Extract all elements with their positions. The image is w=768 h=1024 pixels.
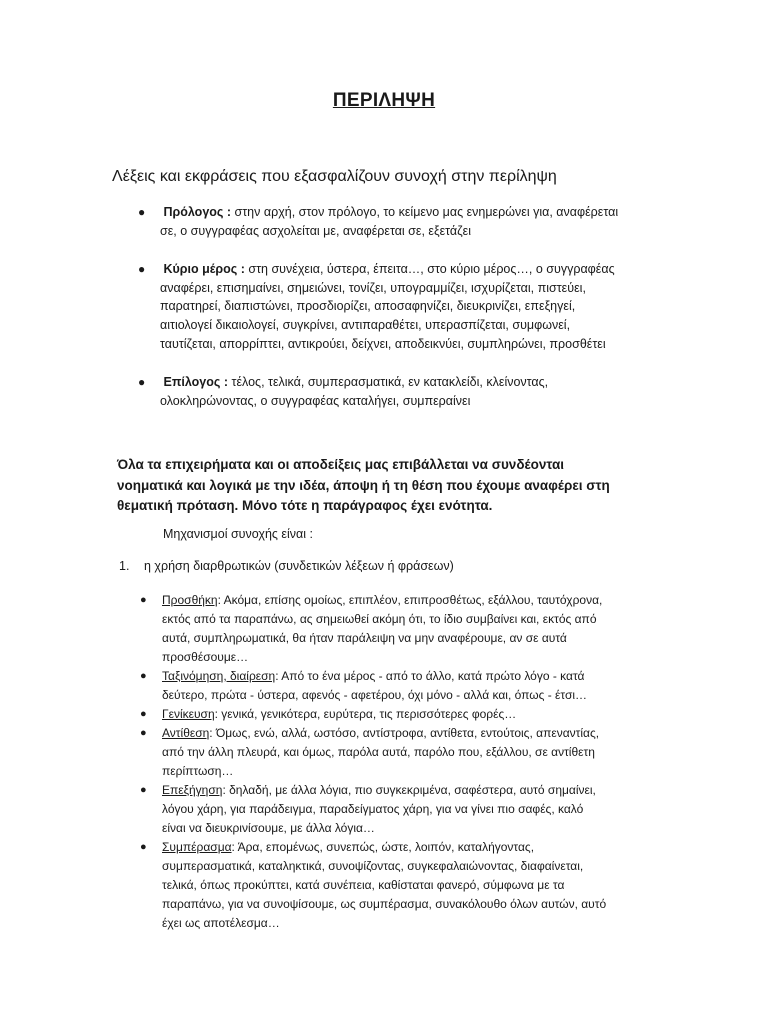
item-line xyxy=(162,667,662,686)
list-item-generalization xyxy=(140,705,662,724)
item-number: 1. xyxy=(119,559,130,573)
item-term: Προσθήκη xyxy=(162,593,218,607)
item-line: τελικά, όπως προκύπτει, κατά συνέπεια, καθίσταται φανερό, σύμφωνα με τα xyxy=(162,878,565,892)
item-text: γενικά, γενικότερα, ευρύτερα, τις περισσότερες φορές… xyxy=(217,707,517,721)
section-term: Πρόλογος : xyxy=(163,205,232,219)
item-term: Αντίθεση xyxy=(162,726,210,740)
cohesion-paragraph xyxy=(117,455,637,517)
item-separator: : xyxy=(214,707,218,721)
paragraph-line: θεματική πρόταση. Μόνο τότε η παράγραφος έχει ενότητα. xyxy=(117,498,493,513)
bullet-icon: ● xyxy=(140,708,147,720)
paragraph-line: Όλα τα επιχειρήματα και οι αποδείξεις μας επιβάλλεται να συνδέονται xyxy=(117,457,565,472)
page-title: ΠΕΡΙΛΗΨΗ xyxy=(332,90,436,111)
section-epilogue xyxy=(138,373,660,410)
section-line xyxy=(160,373,660,392)
list-item-addition xyxy=(140,591,662,667)
item-text: Όμως, ενώ, αλλά, ωστόσο, αντίστροφα, αντίθετα, εντούτοις, απεναντίας, xyxy=(212,726,600,740)
bullet-icon: ● xyxy=(140,841,147,853)
connector-list xyxy=(140,591,662,933)
item-line: έχει ως αποτέλεσμα… xyxy=(162,916,280,930)
item-separator: : xyxy=(275,669,279,683)
bullet-icon: ● xyxy=(138,205,146,219)
item-line: είναι να διευκρινίσουμε, με άλλα λόγια… xyxy=(162,821,375,835)
item-line xyxy=(162,838,662,857)
item-line: λόγου χάρη, για παράδειγμα, παραδείγματος χάρη, για να γίνει πιο σαφές, καλό xyxy=(162,802,584,816)
item-line xyxy=(162,705,662,724)
item-line: από την άλλη πλευρά, και όμως, παρόλα αυτά, παρόλο που, εξάλλου, σε αντίθετη xyxy=(162,745,595,759)
item-separator: : xyxy=(209,726,213,740)
bullet-icon: ● xyxy=(138,262,146,276)
item-line: δεύτερο, πρώτα - ύστερα, αφενός - αφετέρου, όχι μόνο - αλλά και, όπως - έτσι… xyxy=(162,688,588,702)
item-separator: : xyxy=(231,840,235,854)
item-term: Επεξήγηση xyxy=(162,783,223,797)
section-main-body xyxy=(138,260,660,354)
numbered-item xyxy=(119,559,454,573)
item-term: Συμπέρασμα xyxy=(162,840,232,854)
item-text: Από το ένα μέρος - από το άλλο, κατά πρώτο λόγο - κατά xyxy=(278,669,585,683)
section-line: ολοκληρώνοντας, ο συγγραφέας καταλήγει, συμπεραίνει xyxy=(160,393,471,408)
section-line: παρατηρεί, διαπιστώνει, προσδιορίζει, αποσαφηνίζει, διευκρινίζει, επεξηγεί, xyxy=(160,299,576,314)
item-line: αυτά, συμπληρωματικά, θα ήταν παράλειψη να μην αναφέρουμε, αν σε αυτά xyxy=(162,631,567,645)
list-item-explanation xyxy=(140,781,662,838)
item-line: παραπάνω, για να συνοψίσουμε, ως συμπέρασμα, συνακόλουθο όλων αυτών, αυτό xyxy=(162,897,607,911)
bullet-icon: ● xyxy=(140,670,147,682)
bullet-icon: ● xyxy=(140,594,147,606)
section-line xyxy=(160,260,660,279)
item-term: Ταξινόμηση, διαίρεση xyxy=(162,669,276,683)
section-term: Επίλογος : xyxy=(163,375,229,389)
item-separator: : xyxy=(217,593,221,607)
item-line: περίπτωση… xyxy=(162,764,234,778)
item-line xyxy=(162,724,662,743)
item-term: Γενίκευση xyxy=(162,707,215,721)
item-text: Άρα, επομένως, συνεπώς, ώστε, λοιπόν, καταλήγοντας, xyxy=(234,840,535,854)
item-line xyxy=(162,781,662,800)
item-separator: : xyxy=(222,783,226,797)
item-text: δηλαδή, με άλλα λόγια, πιο συγκεκριμένα, σαφέστερα, αυτό σημαίνει, xyxy=(225,783,596,797)
list-item-classification xyxy=(140,667,662,705)
subtitle: Λέξεις και εκφράσεις που εξασφαλίζουν συνοχή στην περίληψη xyxy=(112,168,557,185)
section-line: ταυτίζεται, απορρίπτει, αντικρούει, δείχνει, αποδεικνύει, συμπληρώνει, προσθέτει xyxy=(160,336,606,351)
list-item-contrast xyxy=(140,724,662,781)
numbered-text: η χρήση διαρθρωτικών (συνδετικών λέξεων ή φράσεων) xyxy=(144,559,454,573)
bullet-icon: ● xyxy=(140,727,147,739)
item-line xyxy=(162,591,662,610)
section-term: Κύριο μέρος : xyxy=(163,262,245,276)
item-line: συμπερασματικά, καταληκτικά, συνοψίζοντας, συγκεφαλαιώνοντας, διαφαίνεται, xyxy=(162,859,584,873)
item-line: εκτός από τα παραπάνω, ας σημειωθεί ακόμη ότι, το ίδιο συμβαίνει και, εκτός από xyxy=(162,612,597,626)
section-text: τέλος, τελικά, συμπερασματικά, εν κατακλείδι, κλείνοντας, xyxy=(231,375,549,389)
section-prologue xyxy=(138,203,660,240)
section-line: σε, ο συγγραφέας ασχολείται με, αναφέρεται σε, εξετάζει xyxy=(160,223,472,238)
section-text: στην αρχή, στον πρόλογο, το κείμενο μας ενημερώνει για, αναφέρεται xyxy=(234,205,619,219)
section-line: αιτιολογεί δικαιολογεί, συγκρίνει, αντιπαραθέτει, υπερασπίζεται, συμφωνεί, xyxy=(160,318,571,333)
paragraph-line: νοηματικά και λογικά με την ιδέα, άποψη ή τη θέση που έχουμε αναφέρει στη xyxy=(117,477,610,493)
bullet-icon: ● xyxy=(138,375,146,389)
item-text: Ακόμα, επίσης ομοίως, επιπλέον, επιπροσθέτως, εξάλλου, ταυτόχρονα, xyxy=(220,593,603,607)
section-line xyxy=(160,203,660,222)
item-line: προσθέσουμε… xyxy=(162,650,249,664)
mechanisms-heading: Μηχανισμοί συνοχής είναι : xyxy=(163,527,313,541)
bullet-icon: ● xyxy=(140,784,147,796)
section-line: αναφέρει, επισημαίνει, σημειώνει, τονίζει, υπογραμμίζει, ισχυρίζεται, πιστεύει, xyxy=(160,280,586,295)
list-item-conclusion xyxy=(140,838,662,933)
section-text: στη συνέχεια, ύστερα, έπειτα…, στο κύριο μέρος…, ο συγγραφέας xyxy=(248,262,615,276)
